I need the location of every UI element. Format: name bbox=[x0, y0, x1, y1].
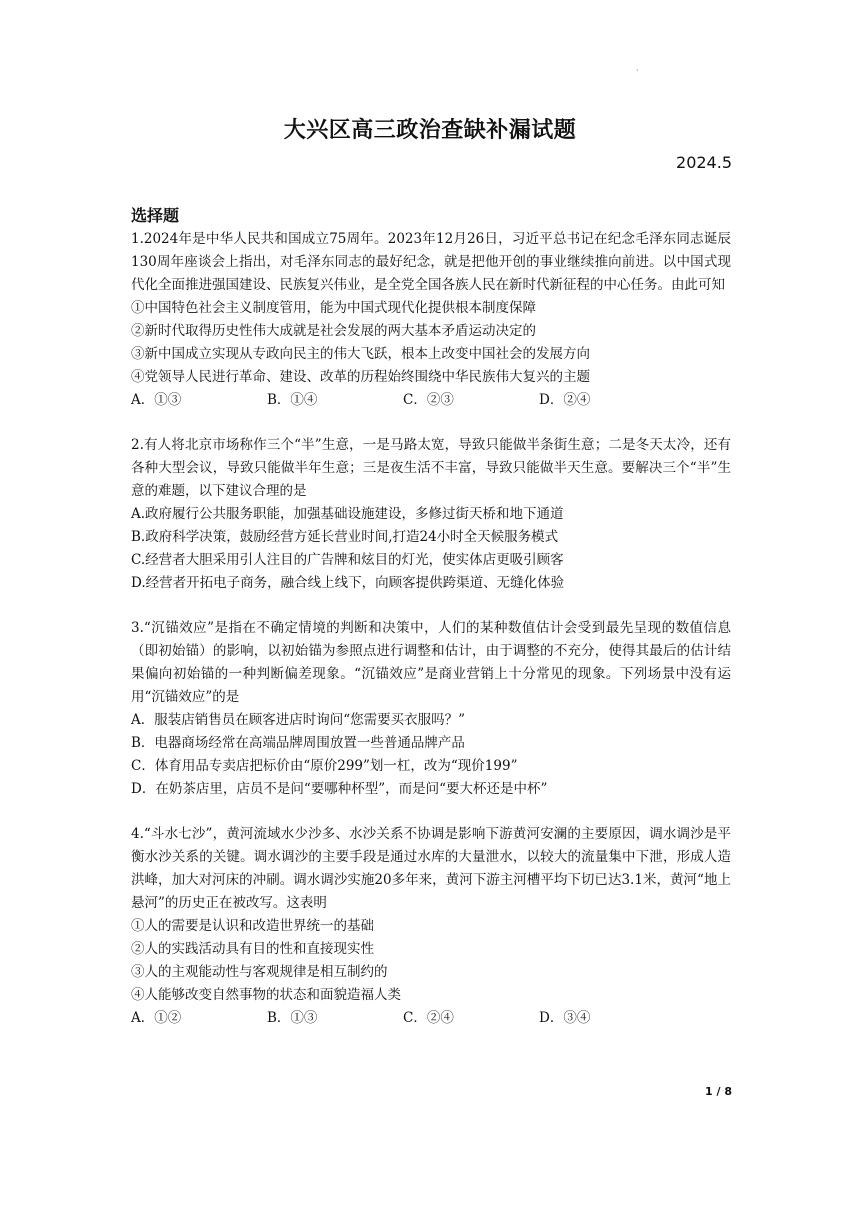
choice-d: D．③④ bbox=[539, 1010, 591, 1026]
question-3 bbox=[131, 617, 731, 801]
exam-date: 2024.5 bbox=[676, 153, 732, 172]
page-number: 1 / 8 bbox=[705, 1085, 732, 1098]
option-b: B.政府科学决策，鼓励经营方延长营业时间,打造24小时全天候服务模式 bbox=[131, 529, 559, 545]
option-d: D.经营者开拓电子商务，融合线上线下，向顾客提供跨渠道、无缝化体验 bbox=[131, 575, 565, 591]
question-list bbox=[131, 228, 731, 1052]
question-2 bbox=[131, 434, 731, 595]
choice-d: D．②④ bbox=[539, 392, 591, 408]
question-1 bbox=[131, 228, 731, 412]
question-stem: 1.2024年是中华人民共和国成立75周年。2023年12月26日，习近平总书记在纪念毛泽东同志诞辰130周年座谈会上指出，对毛泽东同志的最好纪念，就是把他开创的事业继续推向前进。以中国式现代化全面推进强国建设、民族复兴伟业，是全党全国各族人民在新时代新征程的中心任务。由此可知 bbox=[131, 231, 731, 293]
choice-c: C．②④ bbox=[403, 1010, 454, 1026]
question-stem: 3.“沉锚效应”是指在不确定情境的判断和决策中，人们的某种数值估计会受到最先呈现的数值信息（即初始锚）的影响，以初始锚为参照点进行调整和估计，由于调整的不充分，使得其最后的估计结果偏向初始锚的一种判断偏差现象。“沉锚效应”是商业营销上十分常见的现象。下列场景中没有运用“沉锚效应”的是 bbox=[131, 620, 731, 705]
choice-a: A．①③ bbox=[131, 392, 182, 408]
choice-c: C．②③ bbox=[403, 392, 454, 408]
statement-item: ③人的主观能动性与客观规律是相互制约的 bbox=[131, 964, 388, 980]
statement-item: ④人能够改变自然事物的状态和面貌造福人类 bbox=[131, 987, 401, 1003]
question-stem: 4.“斗水七沙”，黄河流域水少沙多、水沙关系不协调是影响下游黄河安澜的主要原因，调水调沙是平衡水沙关系的关键。调水调沙的主要手段是通过水库的大量泄水，以较大的流量集中下泄，形成人造洪峰，加大对河床的冲刷。调水调沙实施20多年来，黄河下游主河槽平均下切已达3.1米，黄河“地上悬河”的历史正在被改写。这表明 bbox=[131, 826, 731, 911]
choice-b: B．①④ bbox=[267, 392, 318, 408]
option-c: C．体育用品专卖店把标价由“原价299”划一杠，改为“现价199” bbox=[131, 758, 518, 774]
statement-item: ③新中国成立实现从专政向民主的伟大飞跃，根本上改变中国社会的发展方向 bbox=[131, 346, 590, 362]
statement-item: ①人的需要是认识和改造世界统一的基础 bbox=[131, 918, 374, 934]
statement-item: ②新时代取得历史性伟大成就是社会发展的两大基本矛盾运动决定的 bbox=[131, 323, 536, 339]
statement-item: ①中国特色社会主义制度管用，能为中国式现代化提供根本制度保障 bbox=[131, 300, 536, 316]
option-b: B．电器商场经常在高端品牌周围放置一些普通品牌产品 bbox=[131, 735, 465, 751]
page-title: 大兴区高三政治查缺补漏试题 bbox=[283, 118, 577, 143]
statement-item: ④党领导人民进行革命、建设、改革的历程始终围绕中华民族伟大复兴的主题 bbox=[131, 369, 590, 385]
question-4 bbox=[131, 823, 731, 1030]
option-a: A．服装店销售员在顾客进店时询问“您需要买衣服吗？” bbox=[131, 712, 466, 728]
choice-b: B．①③ bbox=[267, 1010, 318, 1026]
choice-a: A．①② bbox=[131, 1010, 182, 1026]
statement-item: ②人的实践活动具有目的性和直接现实性 bbox=[131, 941, 374, 957]
option-d: D．在奶茶店里，店员不是问“要哪种杯型”，而是问“要大杯还是中杯” bbox=[131, 781, 548, 797]
header-mark: · bbox=[636, 66, 639, 75]
answer-choices bbox=[131, 1007, 731, 1030]
answer-choices bbox=[131, 389, 731, 412]
question-stem: 2.有人将北京市场称作三个“半”生意，一是马路太宽，导致只能做半条街生意；二是冬天太冷，还有各种大型会议，导致只能做半年生意；三是夜生活不丰富，导致只能做半天生意。要解决三个“半”生意的难题，以下建议合理的是 bbox=[131, 437, 731, 499]
option-c: C.经营者大胆采用引人注目的广告牌和炫目的灯光，使实体店更吸引顾客 bbox=[131, 552, 564, 568]
option-a: A.政府履行公共服务职能，加强基础设施建设，多修过街天桥和地下通道 bbox=[131, 506, 564, 522]
section-heading: 选择题 bbox=[131, 206, 180, 225]
